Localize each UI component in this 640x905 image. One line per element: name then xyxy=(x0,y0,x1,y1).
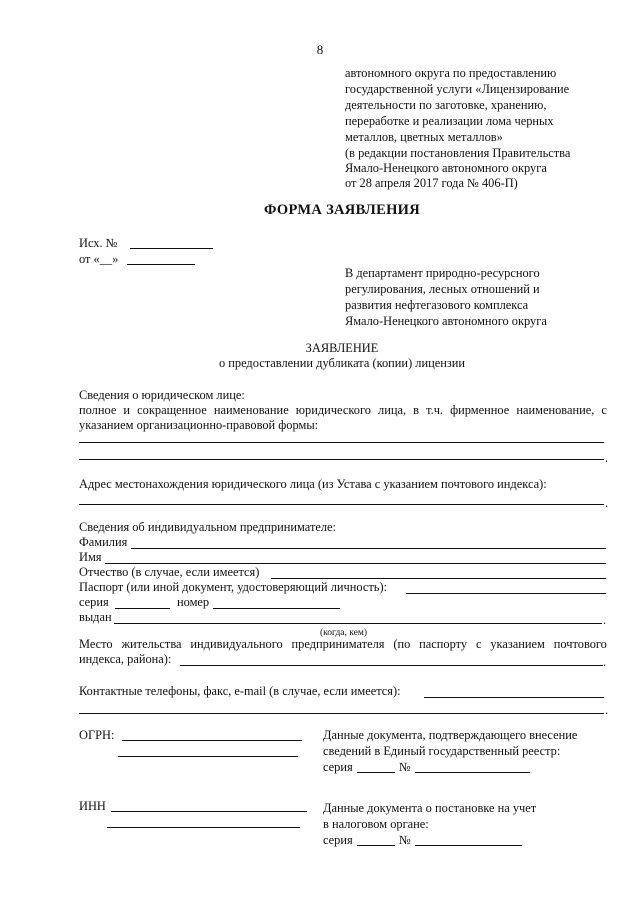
legal-name-label-cont: указанием организационно-правовой формы: xyxy=(79,418,319,432)
legal-address-field[interactable] xyxy=(79,504,604,505)
passport-series-field[interactable] xyxy=(115,608,170,609)
ogrn-number-label: № xyxy=(399,760,411,774)
inn-series-field[interactable] xyxy=(357,845,395,846)
inn-field-2[interactable] xyxy=(107,827,300,828)
inn-doc-line: Данные документа о постановке на учет xyxy=(323,801,537,815)
line-end-dot: . xyxy=(605,451,609,465)
header-note-line: автономного округа по предоставлению xyxy=(345,66,557,80)
passport-label: Паспорт (или иной документ, удостоверяющий личность): xyxy=(79,580,388,594)
residence-label: Место жительства индивидуального предпринимателя (по паспорту с указанием почтового xyxy=(79,637,607,651)
ogrn-series-label: серия xyxy=(323,760,353,774)
ogrn-label: ОГРН: xyxy=(79,728,115,742)
first-name-label: Имя xyxy=(79,550,102,564)
outgoing-date-field[interactable] xyxy=(127,264,195,265)
passport-number-field[interactable] xyxy=(213,608,340,609)
ogrn-series-field[interactable] xyxy=(357,772,395,773)
addressee-line: регулирования, лесных отношений и xyxy=(345,282,540,296)
line-end-dot: . xyxy=(605,496,609,510)
legal-name-field-2[interactable] xyxy=(79,459,604,460)
application-subtitle: о предоставлении дубликата (копии) лицензии xyxy=(218,356,466,370)
first-name-field[interactable] xyxy=(105,563,606,564)
addressee-line: В департамент природно-ресурсного xyxy=(345,266,540,280)
ogrn-number-field[interactable] xyxy=(415,772,530,773)
inn-number-field[interactable] xyxy=(415,845,522,846)
passport-series-label: серия xyxy=(79,595,109,609)
residence-field[interactable] xyxy=(180,665,603,666)
line-end-dot: . xyxy=(605,703,609,717)
header-note-line: Ямало-Ненецкого автономного округа xyxy=(345,161,547,175)
outgoing-number-field[interactable] xyxy=(130,248,213,249)
header-note-line: деятельности по заготовке, хранению, xyxy=(345,98,547,112)
passport-field[interactable] xyxy=(406,593,606,594)
addressee-line: развития нефтегазового комплекса xyxy=(345,298,529,312)
inn-number-label: № xyxy=(399,833,411,847)
patronymic-field[interactable] xyxy=(271,578,606,579)
residence-label-cont: индекса, района): xyxy=(79,652,172,666)
ogrn-field-2[interactable] xyxy=(118,756,298,757)
form-title: ФОРМА ЗАЯВЛЕНИЯ xyxy=(264,202,420,218)
header-note-line: (в редакции постановления Правительства xyxy=(345,146,571,160)
line-end-dot: . xyxy=(603,613,607,627)
line-end-dot: . xyxy=(603,655,607,669)
issued-label: выдан xyxy=(79,610,112,624)
surname-label: Фамилия xyxy=(79,535,128,549)
outgoing-date-label: от «__» xyxy=(79,252,119,266)
issued-field[interactable] xyxy=(114,623,602,624)
header-note-line: металлов, цветных металлов» xyxy=(345,130,503,144)
issued-hint: (когда, кем) xyxy=(320,628,368,638)
header-note-line: от 28 апреля 2017 года № 406-П) xyxy=(345,176,518,190)
patronymic-label: Отчество (в случае, если имеется) xyxy=(79,565,260,579)
application-title: ЗАЯВЛЕНИЕ xyxy=(305,341,379,355)
individual-heading: Сведения об индивидуальном предпринимателе: xyxy=(79,520,336,534)
contacts-field-1[interactable] xyxy=(424,697,604,698)
ogrn-field-1[interactable] xyxy=(122,740,302,741)
legal-address-label: Адрес местонахождения юридического лица (из Устава с указанием почтового индекса): xyxy=(79,477,547,491)
addressee-line: Ямало-Ненецкого автономного округа xyxy=(345,314,547,328)
ogrn-doc-line: сведений в Единый государственный реестр: xyxy=(323,744,561,758)
legal-name-field-1[interactable] xyxy=(79,442,604,443)
inn-field-1[interactable] xyxy=(111,811,307,812)
ogrn-doc-line: Данные документа, подтверждающего внесение xyxy=(323,728,578,742)
legal-name-label: полное и сокращенное наименование юридического лица, в т.ч. фирменное наименование, с xyxy=(79,403,607,417)
contacts-label: Контактные телефоны, факс, e-mail (в случае, если имеется): xyxy=(79,684,401,698)
passport-number-label: номер xyxy=(177,595,210,609)
header-note-line: переработке и реализации лома черных xyxy=(345,114,554,128)
header-note-line: государственной услуги «Лицензирование xyxy=(345,82,570,96)
surname-field[interactable] xyxy=(131,548,606,549)
page-number: 8 xyxy=(316,42,324,57)
inn-series-label: серия xyxy=(323,833,353,847)
outgoing-number-label: Исх. № xyxy=(79,236,118,250)
legal-entity-heading: Сведения о юридическом лице: xyxy=(79,388,245,402)
inn-label: ИНН xyxy=(79,799,106,813)
inn-doc-line: в налоговом органе: xyxy=(323,817,429,831)
contacts-field-2[interactable] xyxy=(79,713,604,714)
